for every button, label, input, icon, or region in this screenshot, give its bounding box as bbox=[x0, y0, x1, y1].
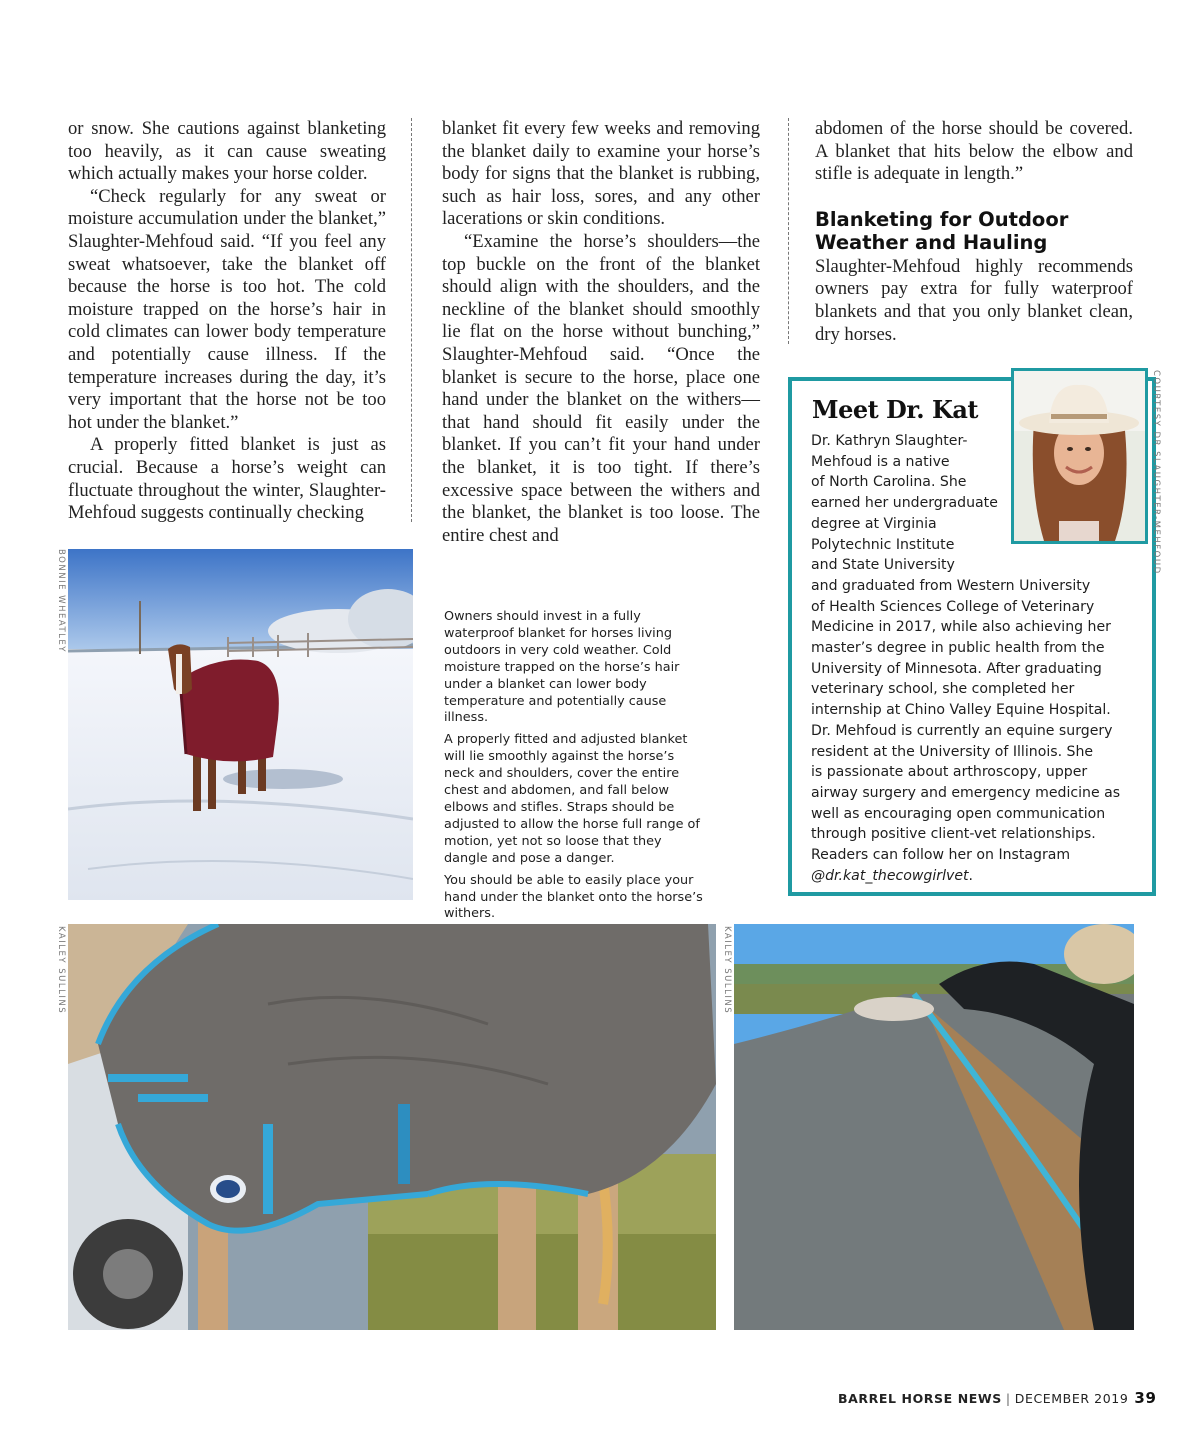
article-paragraph: A properly fitted blanket is just as crucial. Because a horse’s weight can fluctuate throughout the winter, Slaughter-Mehfoud suggests continually checking bbox=[68, 434, 386, 524]
article-paragraph: abdomen of the horse should be covered. A blanket that hits below the elbow and stifle is adequate in length.” bbox=[815, 118, 1133, 185]
bio-line: Polytechnic Institute bbox=[811, 536, 955, 553]
page-number: 39 bbox=[1134, 1389, 1157, 1407]
caption-paragraph: A properly fitted and adjusted blanket will lie smoothly against the horse’s neck and shoulders, cover the entire chest and abdomen, and fall below elbows and stifles. Straps should be adjusted to allow the horse full range of motion, yet not so loose that they dangle and pose a danger. bbox=[444, 732, 700, 866]
bio-line: airway surgery and emergency medicine as bbox=[811, 784, 1121, 801]
footer-separator: | bbox=[1005, 1391, 1011, 1406]
sidebar-heading: Meet Dr. Kat bbox=[812, 395, 979, 424]
bio-line: of North Carolina. She bbox=[811, 474, 967, 491]
handle-suffix: . bbox=[968, 867, 974, 884]
bio-line: internship at Chino Valley Equine Hospital. bbox=[811, 702, 1111, 719]
bio-line: Dr. Kathryn Slaughter- bbox=[811, 433, 968, 449]
bio-line: resident at the University of Illinois. She bbox=[811, 743, 1094, 760]
photo-credit: COURTESY DR SLAUGHTER-MEHFOUD bbox=[1151, 370, 1161, 575]
page-footer bbox=[838, 1389, 1156, 1407]
subheading-line: Blanketing for Outdoor bbox=[815, 207, 1069, 231]
article-paragraph: or snow. She cautions against blanketing too heavily, as it can cause sweating which actually makes your horse colder. bbox=[68, 118, 386, 185]
article-paragraph: “Check regularly for any sweat or moisture accumulation under the blanket,” Slaughter-Mehfoud said. “If you feel any sweat whatsoever, take the blanket off because the horse is too hot. The cold moisture trapped on the horse’s hair in cold climates can lower body temperature and potentially cause illness. If the temperature increases during the day, it’s very important that the horse not be too hot under the blanket.” bbox=[68, 185, 386, 433]
article-column-2 bbox=[442, 118, 760, 547]
bio-line: Dr. Mehfoud is currently an equine surgery bbox=[811, 722, 1113, 739]
bio-line-handle bbox=[811, 866, 1141, 887]
subheading-line: Weather and Hauling bbox=[815, 230, 1048, 254]
bio-line: Mehfoud is a native bbox=[811, 453, 950, 470]
withers-check-photo bbox=[734, 924, 1134, 1330]
bio-line: well as encouraging open communication bbox=[811, 805, 1106, 822]
gray-blanket-photo bbox=[68, 924, 716, 1330]
magazine-name: BARREL HORSE NEWS bbox=[838, 1391, 1002, 1406]
bio-line: is passionate about arthroscopy, upper bbox=[811, 764, 1088, 781]
photo-caption bbox=[444, 609, 706, 928]
bio-line: of Health Sciences College of Veterinary bbox=[811, 598, 1095, 615]
photo-credit: KAILEY SULLINS bbox=[56, 926, 66, 1015]
photo-credit: KAILEY SULLINS bbox=[722, 926, 732, 1015]
column-divider bbox=[788, 118, 789, 344]
bio-line: through positive client-vet relationships. bbox=[811, 826, 1096, 843]
dr-kat-portrait bbox=[1011, 368, 1148, 544]
bio-line: and State University bbox=[811, 557, 955, 574]
instagram-handle[interactable]: @dr.kat_thecowgirlvet bbox=[811, 867, 969, 884]
article-column-1 bbox=[68, 118, 386, 525]
bio-line: and graduated from Western University bbox=[811, 577, 1091, 594]
article-paragraph: Slaughter-Mehfoud highly recommends owners pay extra for fully waterproof blankets and that you only blanket clean, dry horses. bbox=[815, 255, 1133, 345]
article-column-3 bbox=[815, 118, 1133, 346]
bio-line: veterinary school, she completed her bbox=[811, 681, 1075, 698]
bio-line: earned her undergraduate bbox=[811, 495, 998, 512]
bio-line: master’s degree in public health from the bbox=[811, 640, 1105, 657]
bio-line: Medicine in 2017, while also achieving her bbox=[811, 619, 1111, 636]
bio-line: University of Minnesota. After graduating bbox=[811, 660, 1102, 677]
section-subheading bbox=[815, 208, 1133, 254]
caption-paragraph: You should be able to easily place your hand under the blanket onto the horse’s withers. bbox=[444, 872, 703, 922]
caption-paragraph: Owners should invest in a fully waterproof blanket for horses living outdoors in very cold weather. Cold moisture trapped on the horse’s hair under a blanket can lower body temperature and potentially cause illness. bbox=[444, 609, 680, 726]
bio-line: degree at Virginia bbox=[811, 515, 937, 532]
article-paragraph: blanket fit every few weeks and removing the blanket daily to examine your horse’s body for signs that the blanket is rubbing, such as hair loss, sores, and any other lacerations or skin conditions. bbox=[442, 118, 760, 230]
column-divider bbox=[411, 118, 412, 522]
article-paragraph: “Examine the horse’s shoulders—the top buckle on the front of the blanket should align with the shoulders, and the neckline of the blanket should smoothly lie flat on the horse without bunching,” Slaughter-Mehfoud said. “Once the blanket is secure to the horse, place one hand under the blanket on the withers—that hand should fit easily under the blanket. If you can’t fit your hand under the blanket, it is too tight. If there’s excessive space between the withers and the blanket, the blanket is too loose. The entire chest and bbox=[442, 230, 760, 546]
snow-horse-photo bbox=[68, 549, 413, 900]
photo-credit: BONNIE WHEATLEY bbox=[56, 549, 66, 653]
bio-line: Readers can follow her on Instagram bbox=[811, 847, 1071, 864]
issue-date: DECEMBER 2019 bbox=[1014, 1391, 1129, 1406]
